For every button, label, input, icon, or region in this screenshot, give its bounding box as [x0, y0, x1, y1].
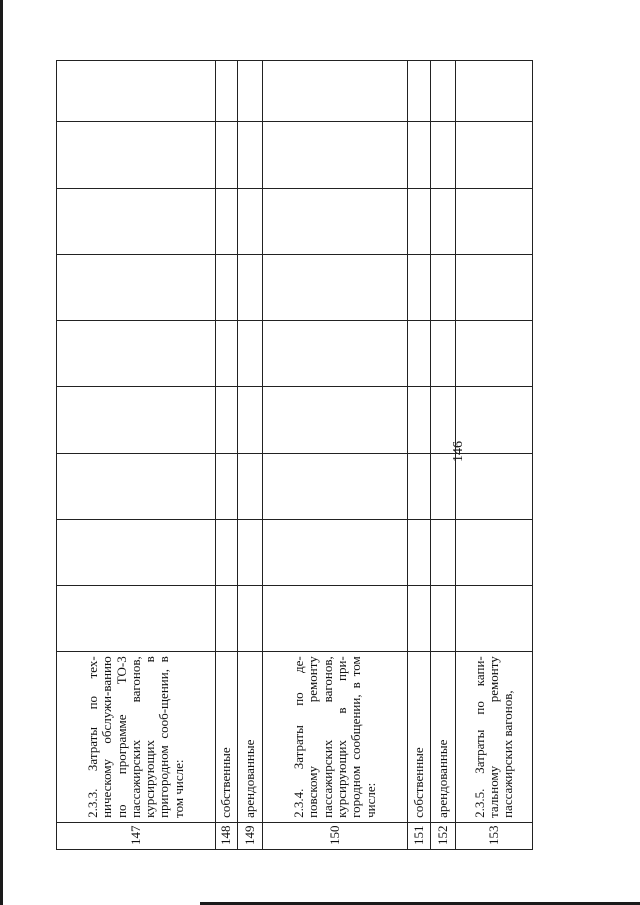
- row-description: арендованные: [238, 652, 263, 823]
- cost-table: [56, 60, 533, 850]
- table-row: [408, 61, 431, 850]
- row-number: 147: [57, 822, 216, 849]
- row-number: 149: [238, 822, 263, 849]
- table-row: [238, 61, 263, 850]
- table-row: [431, 61, 456, 850]
- row-number: 153: [456, 822, 533, 849]
- scan-edge-left: [0, 0, 3, 905]
- row-description: собственные: [408, 652, 431, 823]
- row-description: арендованные: [431, 652, 456, 823]
- row-description: собственные: [216, 652, 238, 823]
- row-description: 2.3.3. Затраты по тех-ническому обслужи-ванию по программе ТО-3 пассажирских вагонов, курсирующих в пригородном сооб-щении, в том числе:: [57, 652, 216, 823]
- table-row: [57, 61, 216, 850]
- table-row: [263, 61, 408, 850]
- table-row: [456, 61, 533, 850]
- row-description: 2.3.5. Затраты по капи-тальному ремонту пассажирских вагонов,: [456, 652, 533, 823]
- row-number: 152: [431, 822, 456, 849]
- row-number: 150: [263, 822, 408, 849]
- row-number: 151: [408, 822, 431, 849]
- rotated-page: [56, 60, 536, 850]
- table-row: [216, 61, 238, 850]
- page-number: 146: [451, 441, 466, 462]
- row-description: 2.3.4. Затраты по де-повскому ремонту пассажирских вагонов, курсирующих в при-городном сообщении, в том числе:: [263, 652, 408, 823]
- row-number: 148: [216, 822, 238, 849]
